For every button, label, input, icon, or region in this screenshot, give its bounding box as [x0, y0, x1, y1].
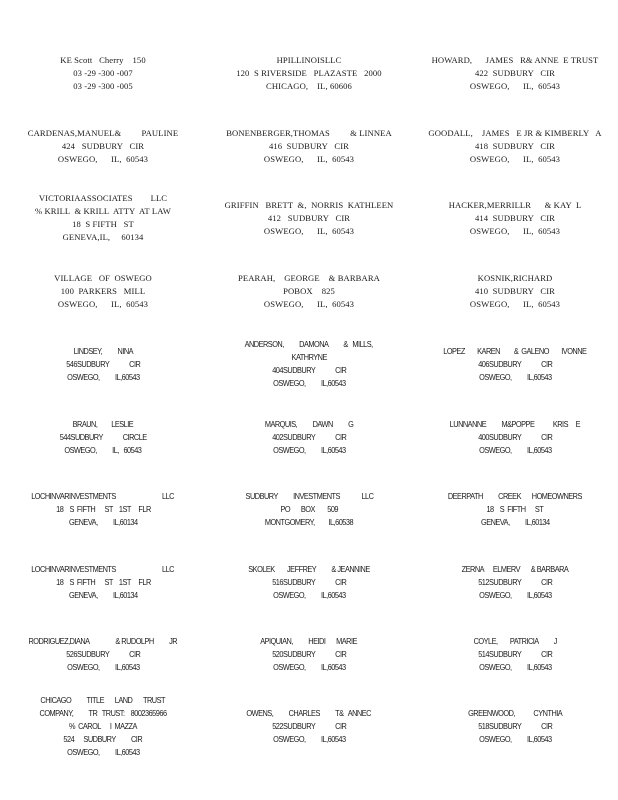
address-line: 18 S FIFTH ST — [72, 219, 134, 229]
address-line: COMPANY, TR TRUST: 8002365966 — [39, 708, 167, 718]
address-label — [0, 618, 206, 690]
address-label — [412, 37, 618, 109]
address-line: OSWEGO, IL, 60543 — [57, 298, 149, 309]
address-line: 410 SUDBURY CIR — [474, 285, 556, 296]
address-line: CARDENAS,MANUEL& PAULINE — [27, 127, 179, 138]
address-label — [206, 401, 412, 473]
address-line: 404SUDBURY CIR — [271, 366, 347, 375]
address-line: OSWEGO, IL, 60543 — [57, 153, 149, 164]
address-line: OSWEGO, IL,60543 — [478, 590, 552, 600]
address-line: DEERPATH CREEK HOMEOWNERS — [447, 491, 583, 501]
address-line: OSWEGO, IL,60543 — [272, 662, 346, 672]
address-line: ANDERSON, DAMONA & MILLS, — [244, 340, 374, 349]
address-label — [0, 690, 206, 762]
address-line: 424 SUDBURY CIR — [61, 140, 145, 151]
address-line: POBOX 825 — [283, 285, 335, 296]
address-line: HACKER,MERRILLR & KAY L — [448, 199, 582, 210]
address-label — [412, 182, 618, 254]
address-label — [412, 328, 618, 400]
address-line: 520SUDBURY CIR — [271, 649, 347, 659]
address-line: OSWEGO, IL,60543 — [478, 445, 552, 455]
address-line: OSWEGO, IL,60543 — [272, 734, 346, 744]
address-label — [0, 401, 206, 473]
address-line: LINDSEY, NINA — [73, 346, 133, 356]
address-line: 514SUDBURY CIR — [477, 649, 553, 659]
address-label — [206, 182, 412, 254]
address-label — [206, 110, 412, 182]
address-line: 522SUDBURY CIR — [271, 721, 347, 731]
address-line: KE Scott Cherry 150 — [60, 54, 146, 65]
address-line: LOCHINVARINVESTMENTS LLC — [31, 491, 175, 501]
address-line: OSWEGO, IL, 60543 — [263, 298, 355, 309]
address-line: 414 SUDBURY CIR — [474, 212, 556, 223]
address-line: OSWEGO, IL, 60543 — [469, 298, 561, 309]
address-line: 544SUDBURY CIRCLE — [59, 432, 147, 442]
address-line: OSWEGO, IL,60543 — [66, 747, 140, 757]
address-line: OSWEGO, IL,60543 — [272, 379, 346, 388]
address-line: 422 SUDBURY CIR — [474, 67, 556, 78]
address-line: 418 SUDBURY CIR — [474, 140, 556, 151]
address-line: % KRILL & KRILL ATTY AT LAW — [34, 206, 172, 216]
address-line: VICTORIAASSOCIATES LLC — [38, 193, 168, 203]
address-line: 546SUDBURY CIR — [65, 359, 141, 369]
address-line: 100 PARKERS MILL — [60, 285, 146, 296]
address-line: PO BOX 509 — [280, 504, 338, 514]
address-line: PEARAH, GEORGE & BARBARA — [238, 272, 380, 283]
address-label — [206, 328, 412, 400]
address-line: 526SUDBURY CIR — [65, 649, 141, 659]
address-line: HPILLINOISLLC — [276, 54, 342, 65]
address-line: LUNNANNE M&POPPE KRIS E — [449, 419, 581, 429]
address-line: GENEVA,IL, 60134 — [62, 232, 144, 242]
address-label — [0, 37, 206, 109]
address-label — [0, 110, 206, 182]
address-label — [412, 690, 618, 762]
address-label — [0, 255, 206, 327]
address-line: 18 S FIFTH ST — [486, 504, 544, 514]
address-line: 120 S RIVERSIDE PLAZASTE 2000 — [236, 67, 382, 78]
address-line: OSWEGO, IL,60543 — [66, 662, 140, 672]
address-line: OSWEGO, IL, 60543 — [263, 153, 355, 164]
address-line: LOCHINVARINVESTMENTS LLC — [31, 564, 175, 574]
address-label — [412, 110, 618, 182]
address-line: OSWEGO, IL, 60543 — [469, 153, 561, 164]
address-label — [0, 473, 206, 545]
address-line: 524 SUDBURY CIR — [63, 734, 143, 744]
address-line: 516SUDBURY CIR — [271, 577, 347, 587]
address-line: OSWEGO, IL, 60543 — [469, 80, 561, 91]
address-line: OSWEGO, IL,60543 — [478, 734, 552, 744]
address-line: OSWEGO, IL,60543 — [272, 445, 346, 455]
address-line: 03 -29 -300 -005 — [73, 80, 133, 91]
address-label — [412, 473, 618, 545]
address-label — [412, 546, 618, 618]
address-line: CHICAGO TITLE LAND TRUST — [40, 695, 166, 705]
address-line: 400SUDBURY CIR — [477, 432, 553, 442]
address-line: OSWEGO, IL,60543 — [478, 372, 552, 382]
address-label — [412, 401, 618, 473]
address-line: LOPEZ KAREN & GALENO IVONNE — [443, 346, 587, 356]
address-line: BONENBERGER,THOMAS & LINNEA — [226, 127, 392, 138]
address-line: % CAROL I MAZZA — [69, 721, 137, 731]
address-line: VILLAGE OF OSWEGO — [54, 272, 152, 283]
address-line: ZERNA ELMERV & BARBARA — [461, 564, 569, 574]
address-line: OSWEGO, IL,60543 — [272, 590, 346, 600]
address-line: MARQUIS, DAWN G — [264, 419, 354, 429]
address-line: GENEVA, IL,60134 — [68, 517, 138, 527]
address-line: OSWEGO, IL,60543 — [478, 662, 552, 672]
address-line: 03 -29 -300 -007 — [73, 67, 133, 78]
address-line: CHICAGO, IL, 60606 — [266, 80, 352, 91]
address-line: OSWEGO, IL,60543 — [66, 372, 140, 382]
address-line: 402SUDBURY CIR — [271, 432, 347, 442]
address-line: OWENS, CHARLES T& ANNEC — [246, 708, 372, 718]
address-line: GENEVA, IL,60134 — [480, 517, 550, 527]
address-line: OSWEGO, IL, 60543 — [469, 225, 561, 236]
address-label — [412, 255, 618, 327]
address-label — [0, 546, 206, 618]
address-line: 518SUDBURY CIR — [477, 721, 553, 731]
address-line: KOSNIK,RICHARD — [477, 272, 553, 283]
address-label — [206, 618, 412, 690]
address-line: OSWEGO, IL, 60543 — [64, 445, 142, 455]
address-label — [206, 473, 412, 545]
address-line: RODRIGUEZ,DIANA & RUDOLPH JR — [28, 636, 178, 646]
address-label — [0, 182, 206, 254]
address-line: 18 S FIFTH ST 1ST FLR — [55, 577, 151, 587]
address-line: 512SUDBURY CIR — [477, 577, 553, 587]
address-line: 412 SUDBURY CIR — [267, 212, 351, 223]
address-label — [206, 37, 412, 109]
address-line: SKOLEK JEFFREY & JEANNINE — [248, 564, 370, 574]
address-label — [0, 328, 206, 400]
address-label — [412, 618, 618, 690]
address-line: SUDBURY INVESTMENTS LLC — [245, 491, 373, 501]
address-line: GENEVA, IL,60134 — [68, 590, 138, 600]
address-line: HOWARD, JAMES R& ANNE E TRUST — [431, 54, 599, 65]
address-line: BRAUN, LESLIE — [72, 419, 134, 429]
address-line: GREENWOOD, CYNTHIA — [467, 708, 563, 718]
address-line: 406SUDBURY CIR — [477, 359, 553, 369]
address-line: MONTGOMERY, IL,60538 — [264, 517, 354, 527]
address-line: OSWEGO, IL, 60543 — [263, 225, 355, 236]
address-line: GOODALL, JAMES E JR & KIMBERLY A — [428, 127, 602, 138]
address-line: 416 SUDBURY CIR — [268, 140, 350, 151]
address-line: 18 S FIFTH ST 1ST FLR — [55, 504, 151, 514]
address-line: COYLE, PATRICIA J — [473, 636, 557, 646]
address-line: KATHRYNE — [291, 353, 327, 362]
address-label — [206, 546, 412, 618]
address-line: GRIFFIN BRETT &, NORRIS KATHLEEN — [224, 199, 394, 210]
address-line: APIQUIAN, HEIDI MARIE — [260, 636, 358, 646]
address-label — [206, 255, 412, 327]
address-label — [206, 690, 412, 762]
